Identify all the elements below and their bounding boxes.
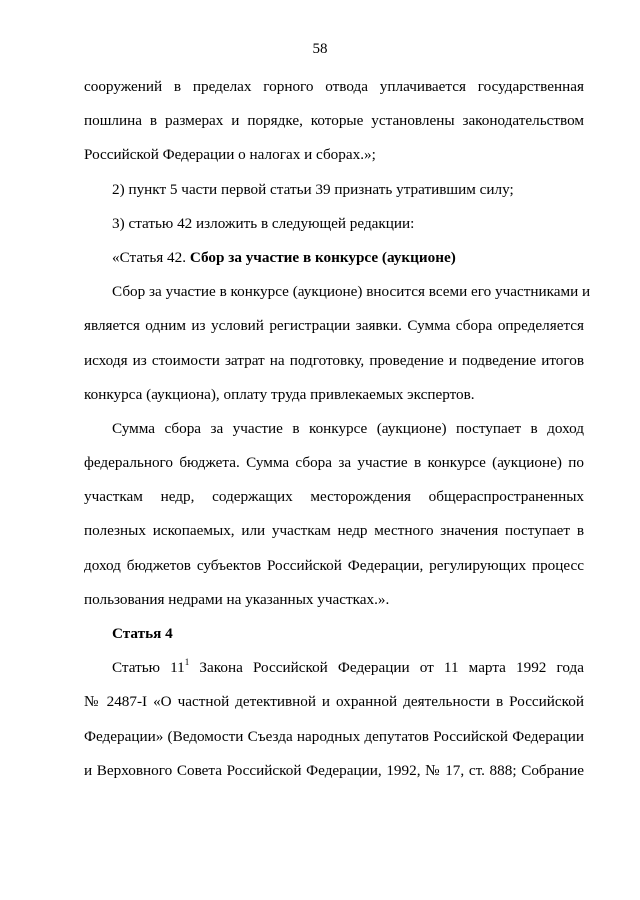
text-line: пошлина в размерах и порядке, которые установлены законодательством [84,112,584,130]
list-item: 2) пункт 5 части первой статьи 39 признать утратившим силу; [112,180,514,198]
text-line: исходя из стоимости затрат на подготовку, проведение и подведение итогов [84,351,584,369]
text-line: Федерации» (Ведомости Съезда народных депутатов Российской Федерации [84,727,584,745]
text-line: Сбор за участие в конкурсе (аукционе) вносится всеми его участниками и [112,283,591,301]
text-line: пользования недрами на указанных участках.». [84,590,390,608]
article-prefix: «Статья 42. [112,248,190,266]
text-line: является одним из условий регистрации заявки. Сумма сбора определяется [84,317,584,335]
section-heading: Статья 4 [112,625,173,642]
text-line: сооружений в пределах горного отвода уплачивается государственная [84,78,584,95]
text-line: Российской Федерации о налогах и сборах.»; [84,146,376,164]
text-line: федерального бюджета. Сумма сбора за участие в конкурсе (аукционе) по [84,454,584,472]
text-line: и Верховного Совета Российской Федерации, 1992, № 17, ст. 888; Собрание [84,761,584,779]
text-line [84,658,584,692]
law-ref: Закона Российской Федерации от 11 марта 1992 года [189,659,584,677]
text-line: полезных ископаемых, или участкам недр местного значения поступает в [84,522,584,540]
text-line: Сумма сбора за участие в конкурсе (аукционе) поступает в доход [112,419,584,437]
text-line: конкурса (аукциона), оплату труда привлекаемых экспертов. [84,385,475,403]
text-line: доход бюджетов субъектов Российской Федерации, регулирующих процесс [84,556,584,574]
list-item: 3) статью 42 изложить в следующей редакции: [112,214,415,232]
article-ref: Статью 11 [112,659,185,677]
page-number: 58 [312,41,328,57]
text-line: № 2487-I «О частной детективной и охранной деятельности в Российской [84,693,584,711]
document-body [84,77,591,795]
article-heading [84,248,584,282]
superscript: 1 [184,657,190,668]
article-title: Сбор за участие в конкурсе (аукционе) [189,248,456,266]
text-line: участкам недр, содержащих месторождения общераспространенных [84,488,584,506]
